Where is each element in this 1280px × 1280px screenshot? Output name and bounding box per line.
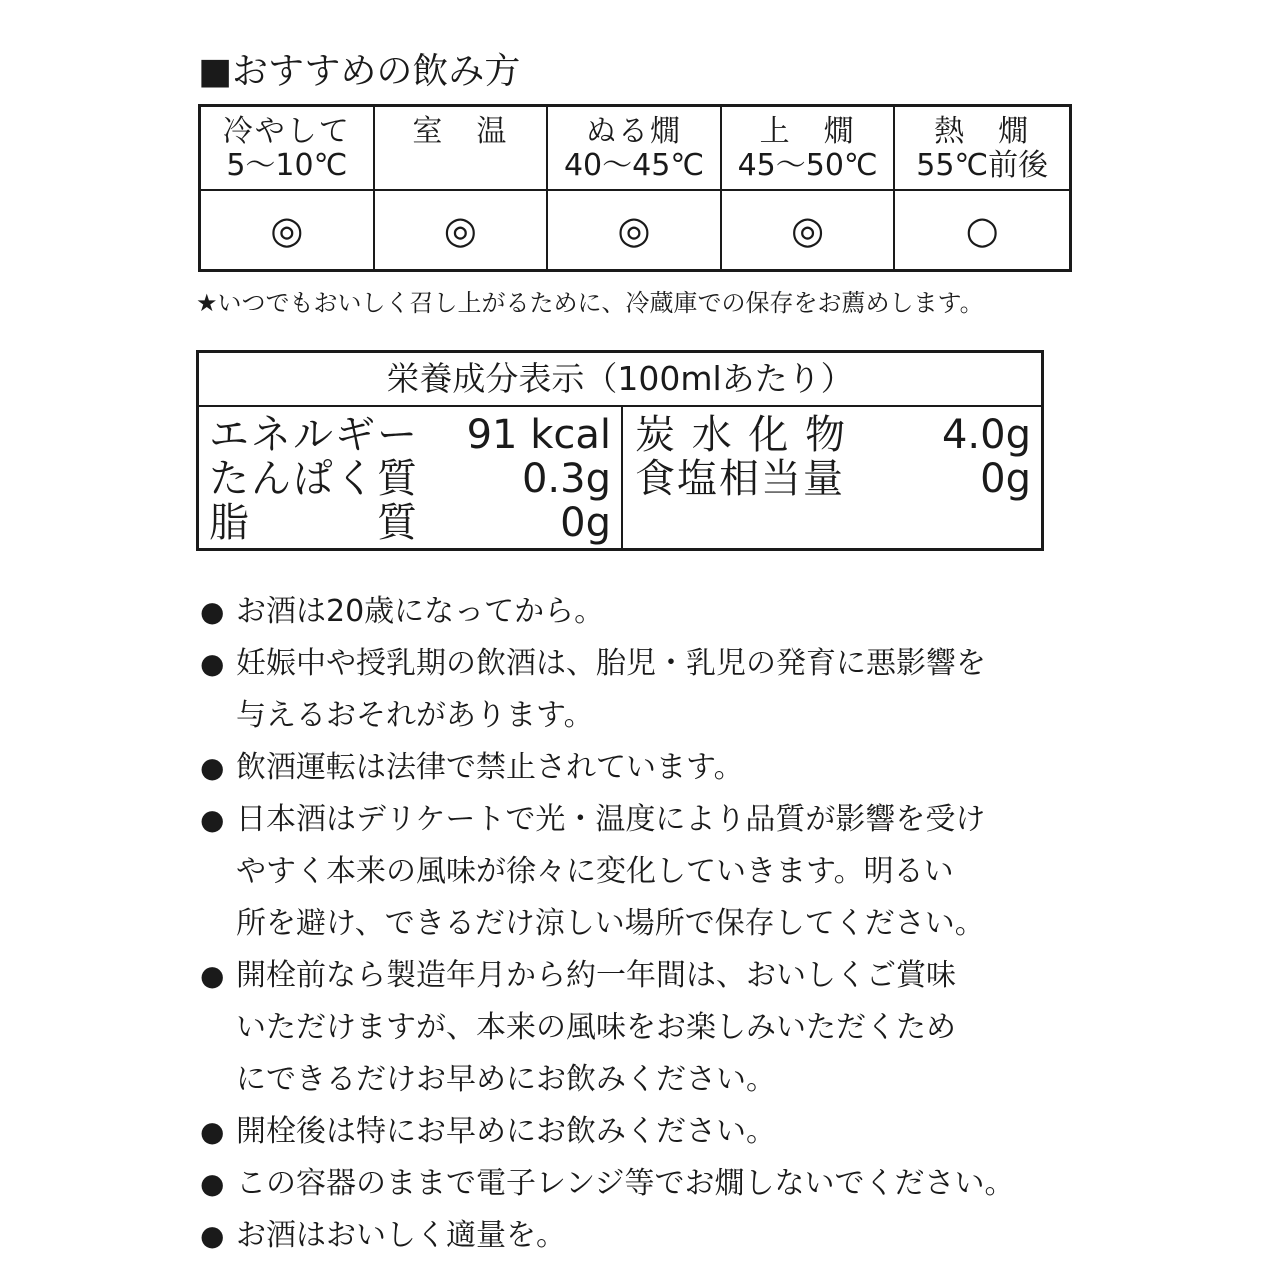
list-item — [200, 742, 1080, 794]
serve-name: 冷やして — [222, 114, 351, 149]
serve-temp: 40～45℃ — [563, 148, 705, 183]
serve-rating-nurukan: ◎ — [548, 191, 722, 269]
bullet-icon: ● — [200, 1219, 225, 1252]
nutrition-label: 炭 水 化 物 — [635, 412, 848, 458]
warning-text: 開栓前なら製造年月から約一年間は、おいしくご賞味 いただけますが、本来の風味をお楽しみいただくため にできるだけお早めにお飲みください。 — [236, 958, 956, 1097]
nutrition-value: 0.3g — [521, 456, 611, 502]
serve-name: 室 温 — [412, 114, 509, 149]
list-item — [200, 1106, 1080, 1158]
nutrition-value: 91 kcal — [466, 412, 611, 458]
serve-rating-cold: ◎ — [201, 191, 375, 269]
serve-header-joukan — [722, 107, 896, 191]
nutrition-row-carbohydrate — [635, 413, 1031, 457]
nutrition-label: 脂 質 — [209, 500, 419, 546]
list-item — [200, 794, 1080, 950]
list-item — [200, 638, 1080, 742]
bullet-icon: ● — [200, 1167, 225, 1200]
serve-header-atsukan — [895, 107, 1069, 191]
warning-text: お酒はおいしく適量を。 — [236, 1218, 566, 1253]
warning-text: 日本酒はデリケートで光・温度により品質が影響を受け やすく本来の風味が徐々に変化していきます。明るい 所を避け、できるだけ涼しい場所で保存してください。 — [236, 802, 986, 941]
nutrition-title: 栄養成分表示（100mlあたり） — [199, 353, 1041, 407]
nutrition-label: エネルギー — [209, 412, 419, 458]
serve-name: 熱 燗 — [934, 114, 1031, 149]
serve-temp: 5～10℃ — [226, 148, 348, 183]
warning-text: この容器のままで電子レンジ等でお燗しないでください。 — [236, 1166, 1015, 1201]
serve-rating-atsukan: ○ — [965, 208, 999, 252]
serving-section-title: ■おすすめの飲み方 — [198, 51, 521, 92]
nutrition-row-fat — [209, 501, 611, 545]
nutrition-label: 食塩相当量 — [635, 456, 845, 502]
nutrition-row-salt — [635, 457, 1031, 501]
list-item — [200, 586, 1080, 638]
storage-note: ★いつでもおいしく召し上がるために、冷蔵庫での保存をお薦めします。 — [196, 289, 984, 317]
serve-header-nurukan — [548, 107, 722, 191]
serving-temperature-table — [198, 104, 1072, 272]
bullet-icon: ● — [200, 959, 225, 992]
warning-text: お酒は20歳になってから。 — [236, 594, 605, 629]
warning-text: 開栓後は特にお早めにお飲みください。 — [236, 1114, 776, 1149]
nutrition-value: 0g — [560, 500, 611, 546]
bullet-icon: ● — [200, 803, 225, 836]
nutrition-label: たんぱく質 — [209, 456, 419, 502]
warning-text: 飲酒運転は法律で禁止されています。 — [236, 750, 744, 785]
nutrition-value: 4.0g — [941, 412, 1031, 458]
serve-header-cold — [201, 107, 375, 191]
bullet-icon: ● — [200, 595, 225, 628]
nutrition-right-column — [623, 407, 1041, 548]
serve-rating-room: ◎ — [375, 191, 549, 269]
serve-rating-joukan: ◎ — [722, 191, 896, 269]
serve-temp: 55℃前後 — [916, 148, 1049, 183]
nutrition-table — [196, 350, 1044, 551]
bullet-icon: ● — [200, 647, 225, 680]
bullet-icon: ● — [200, 751, 225, 784]
list-item — [200, 1158, 1080, 1210]
nutrition-value: 0g — [980, 456, 1031, 502]
list-item — [200, 1210, 1080, 1262]
warning-text: 妊娠中や授乳期の飲酒は、胎児・乳児の発育に悪影響を 与えるおそれがあります。 — [236, 646, 986, 733]
bullet-icon: ● — [200, 1115, 225, 1148]
list-item — [200, 950, 1080, 1106]
nutrition-row-protein — [209, 457, 611, 501]
warnings-list — [200, 586, 1080, 1262]
serve-name: ぬる燗 — [585, 114, 682, 149]
serve-name: 上 燗 — [759, 114, 856, 149]
serve-header-room — [375, 107, 549, 191]
nutrition-row-energy — [209, 413, 611, 457]
serve-temp: 45～50℃ — [737, 148, 878, 183]
nutrition-left-column — [199, 407, 623, 548]
